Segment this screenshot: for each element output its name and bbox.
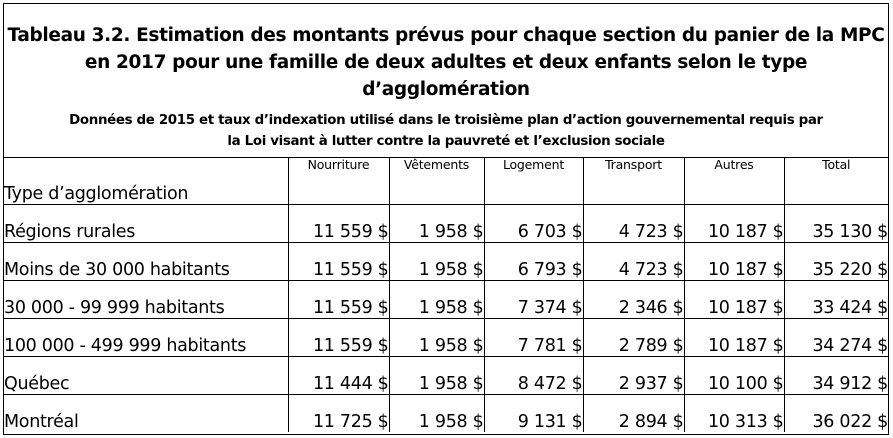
cell-total: 33 424 $ (784, 280, 888, 318)
cell-total: 34 912 $ (784, 356, 888, 394)
table-subtitle-line: Données de 2015 et taux d’indexation utilisé dans le troisième plan d’action gouvernemental requis par (69, 113, 823, 128)
cell-other: 10 187 $ (684, 242, 784, 280)
cell-total: 36 022 $ (784, 394, 888, 432)
header-clothing: Vêtements (389, 157, 484, 204)
cell-housing: 9 131 $ (484, 394, 583, 432)
header-transport: Transport (583, 157, 684, 204)
cell-housing: 8 472 $ (484, 356, 583, 394)
header-total: Total (784, 157, 888, 204)
table-header-row (4, 157, 888, 204)
cell-transport: 4 723 $ (583, 204, 684, 242)
table-title-line: en 2017 pour une famille de deux adultes et deux enfants selon le type (84, 52, 808, 73)
table-subtitle-line: la Loi visant à lutter contre la pauvreté et l’exclusion sociale (227, 134, 665, 149)
cell-other: 10 313 $ (684, 394, 784, 432)
table-row (4, 280, 888, 318)
cell-total: 35 220 $ (784, 242, 888, 280)
row-label: Moins de 30 000 habitants (4, 242, 288, 280)
cell-transport: 2 789 $ (583, 318, 684, 356)
table-subtitle (4, 110, 888, 152)
cell-food: 11 559 $ (288, 280, 389, 318)
table-row (4, 242, 888, 280)
table-row (4, 318, 888, 356)
cell-clothing: 1 958 $ (389, 242, 484, 280)
table-title-line: Tableau 3.2. Estimation des montants prévus pour chaque section du panier de la MPC (7, 25, 885, 46)
cell-other: 10 100 $ (684, 356, 784, 394)
table-row (4, 394, 888, 432)
cell-total: 34 274 $ (784, 318, 888, 356)
row-label: Québec (4, 356, 288, 394)
amounts-table (4, 157, 888, 432)
cell-transport: 2 346 $ (583, 280, 684, 318)
cell-other: 10 187 $ (684, 280, 784, 318)
cell-food: 11 725 $ (288, 394, 389, 432)
table-row (4, 356, 888, 394)
cell-food: 11 444 $ (288, 356, 389, 394)
cell-total: 35 130 $ (784, 204, 888, 242)
cell-housing: 6 703 $ (484, 204, 583, 242)
cell-transport: 2 937 $ (583, 356, 684, 394)
table-title-block (4, 4, 888, 158)
row-label: Régions rurales (4, 204, 288, 242)
cell-other: 10 187 $ (684, 318, 784, 356)
header-housing: Logement (484, 157, 583, 204)
data-table-container (3, 3, 889, 435)
cell-clothing: 1 958 $ (389, 280, 484, 318)
cell-clothing: 1 958 $ (389, 318, 484, 356)
cell-housing: 7 781 $ (484, 318, 583, 356)
row-label: 100 000 - 499 999 habitants (4, 318, 288, 356)
cell-food: 11 559 $ (288, 204, 389, 242)
table-title (4, 22, 888, 103)
cell-clothing: 1 958 $ (389, 204, 484, 242)
header-food: Nourriture (288, 157, 389, 204)
cell-other: 10 187 $ (684, 204, 784, 242)
header-other: Autres (684, 157, 784, 204)
table-title-line: d’agglomération (362, 79, 530, 100)
header-agglomeration-type: Type d’agglomération (4, 157, 288, 204)
cell-clothing: 1 958 $ (389, 356, 484, 394)
cell-food: 11 559 $ (288, 242, 389, 280)
cell-food: 11 559 $ (288, 318, 389, 356)
cell-clothing: 1 958 $ (389, 394, 484, 432)
cell-housing: 6 793 $ (484, 242, 583, 280)
cell-transport: 2 894 $ (583, 394, 684, 432)
row-label: 30 000 - 99 999 habitants (4, 280, 288, 318)
row-label: Montréal (4, 394, 288, 432)
table-row (4, 204, 888, 242)
cell-housing: 7 374 $ (484, 280, 583, 318)
cell-transport: 4 723 $ (583, 242, 684, 280)
